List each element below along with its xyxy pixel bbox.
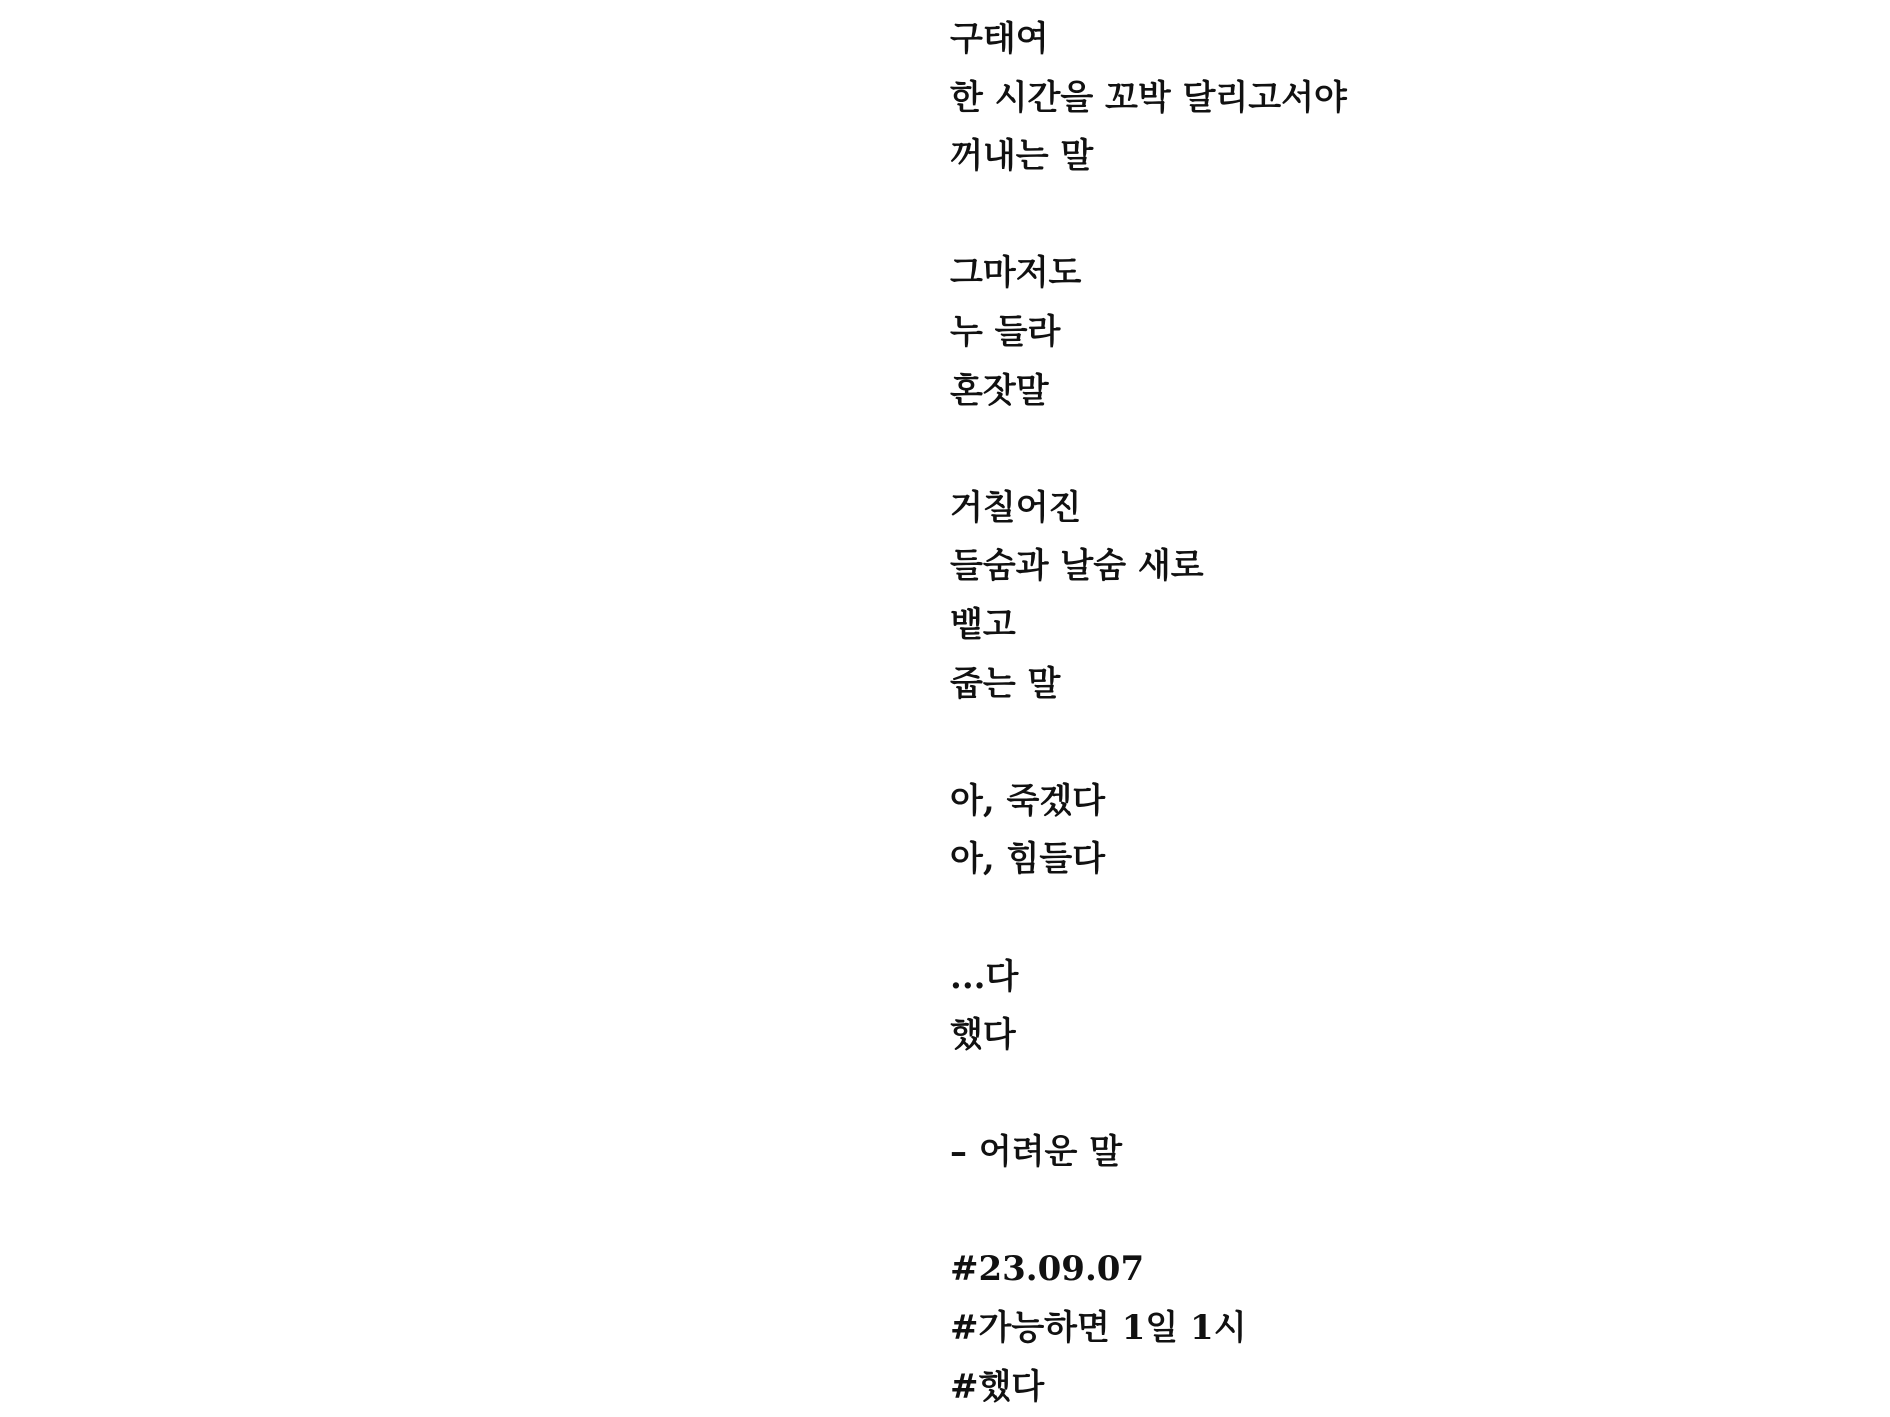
stanza-break: [950, 713, 1850, 772]
stanza-break: [950, 889, 1850, 948]
poem-line: 아, 죽겠다: [950, 780, 1106, 821]
hashtag-date: #23.09.07: [950, 1249, 1145, 1290]
poem-line: 그마저도: [950, 253, 1082, 294]
poem-line: 꺼내는 말: [950, 136, 1094, 177]
poem-title-line: – 어려운 말: [950, 1132, 1123, 1173]
poem-line: 줍는 말: [950, 663, 1061, 704]
poem-line: ...다: [950, 956, 1019, 997]
stanza-break: [950, 186, 1850, 245]
stanza-break: [950, 1182, 1850, 1241]
stanza-break: [950, 420, 1850, 479]
poem-text: [950, 10, 1850, 1416]
hashtag: #가능하면 1일 1시: [950, 1308, 1247, 1349]
hashtag: #했다: [950, 1366, 1045, 1407]
poem-line: 했다: [950, 1015, 1016, 1056]
poem-line: 누 들라: [950, 311, 1061, 352]
poem-line: 구태여: [950, 19, 1049, 59]
poem-line: 혼잣말: [950, 370, 1049, 411]
poem-line: 한 시간을 꼬박 달리고서야: [950, 77, 1347, 118]
poem-line: 뱉고: [950, 604, 1016, 645]
poem-line: 아, 힘들다: [950, 839, 1106, 880]
poem-line: 들숨과 날숨 새로: [950, 546, 1204, 587]
stanza-break: [950, 1065, 1850, 1124]
poem-line: 거칠어진: [950, 487, 1082, 528]
